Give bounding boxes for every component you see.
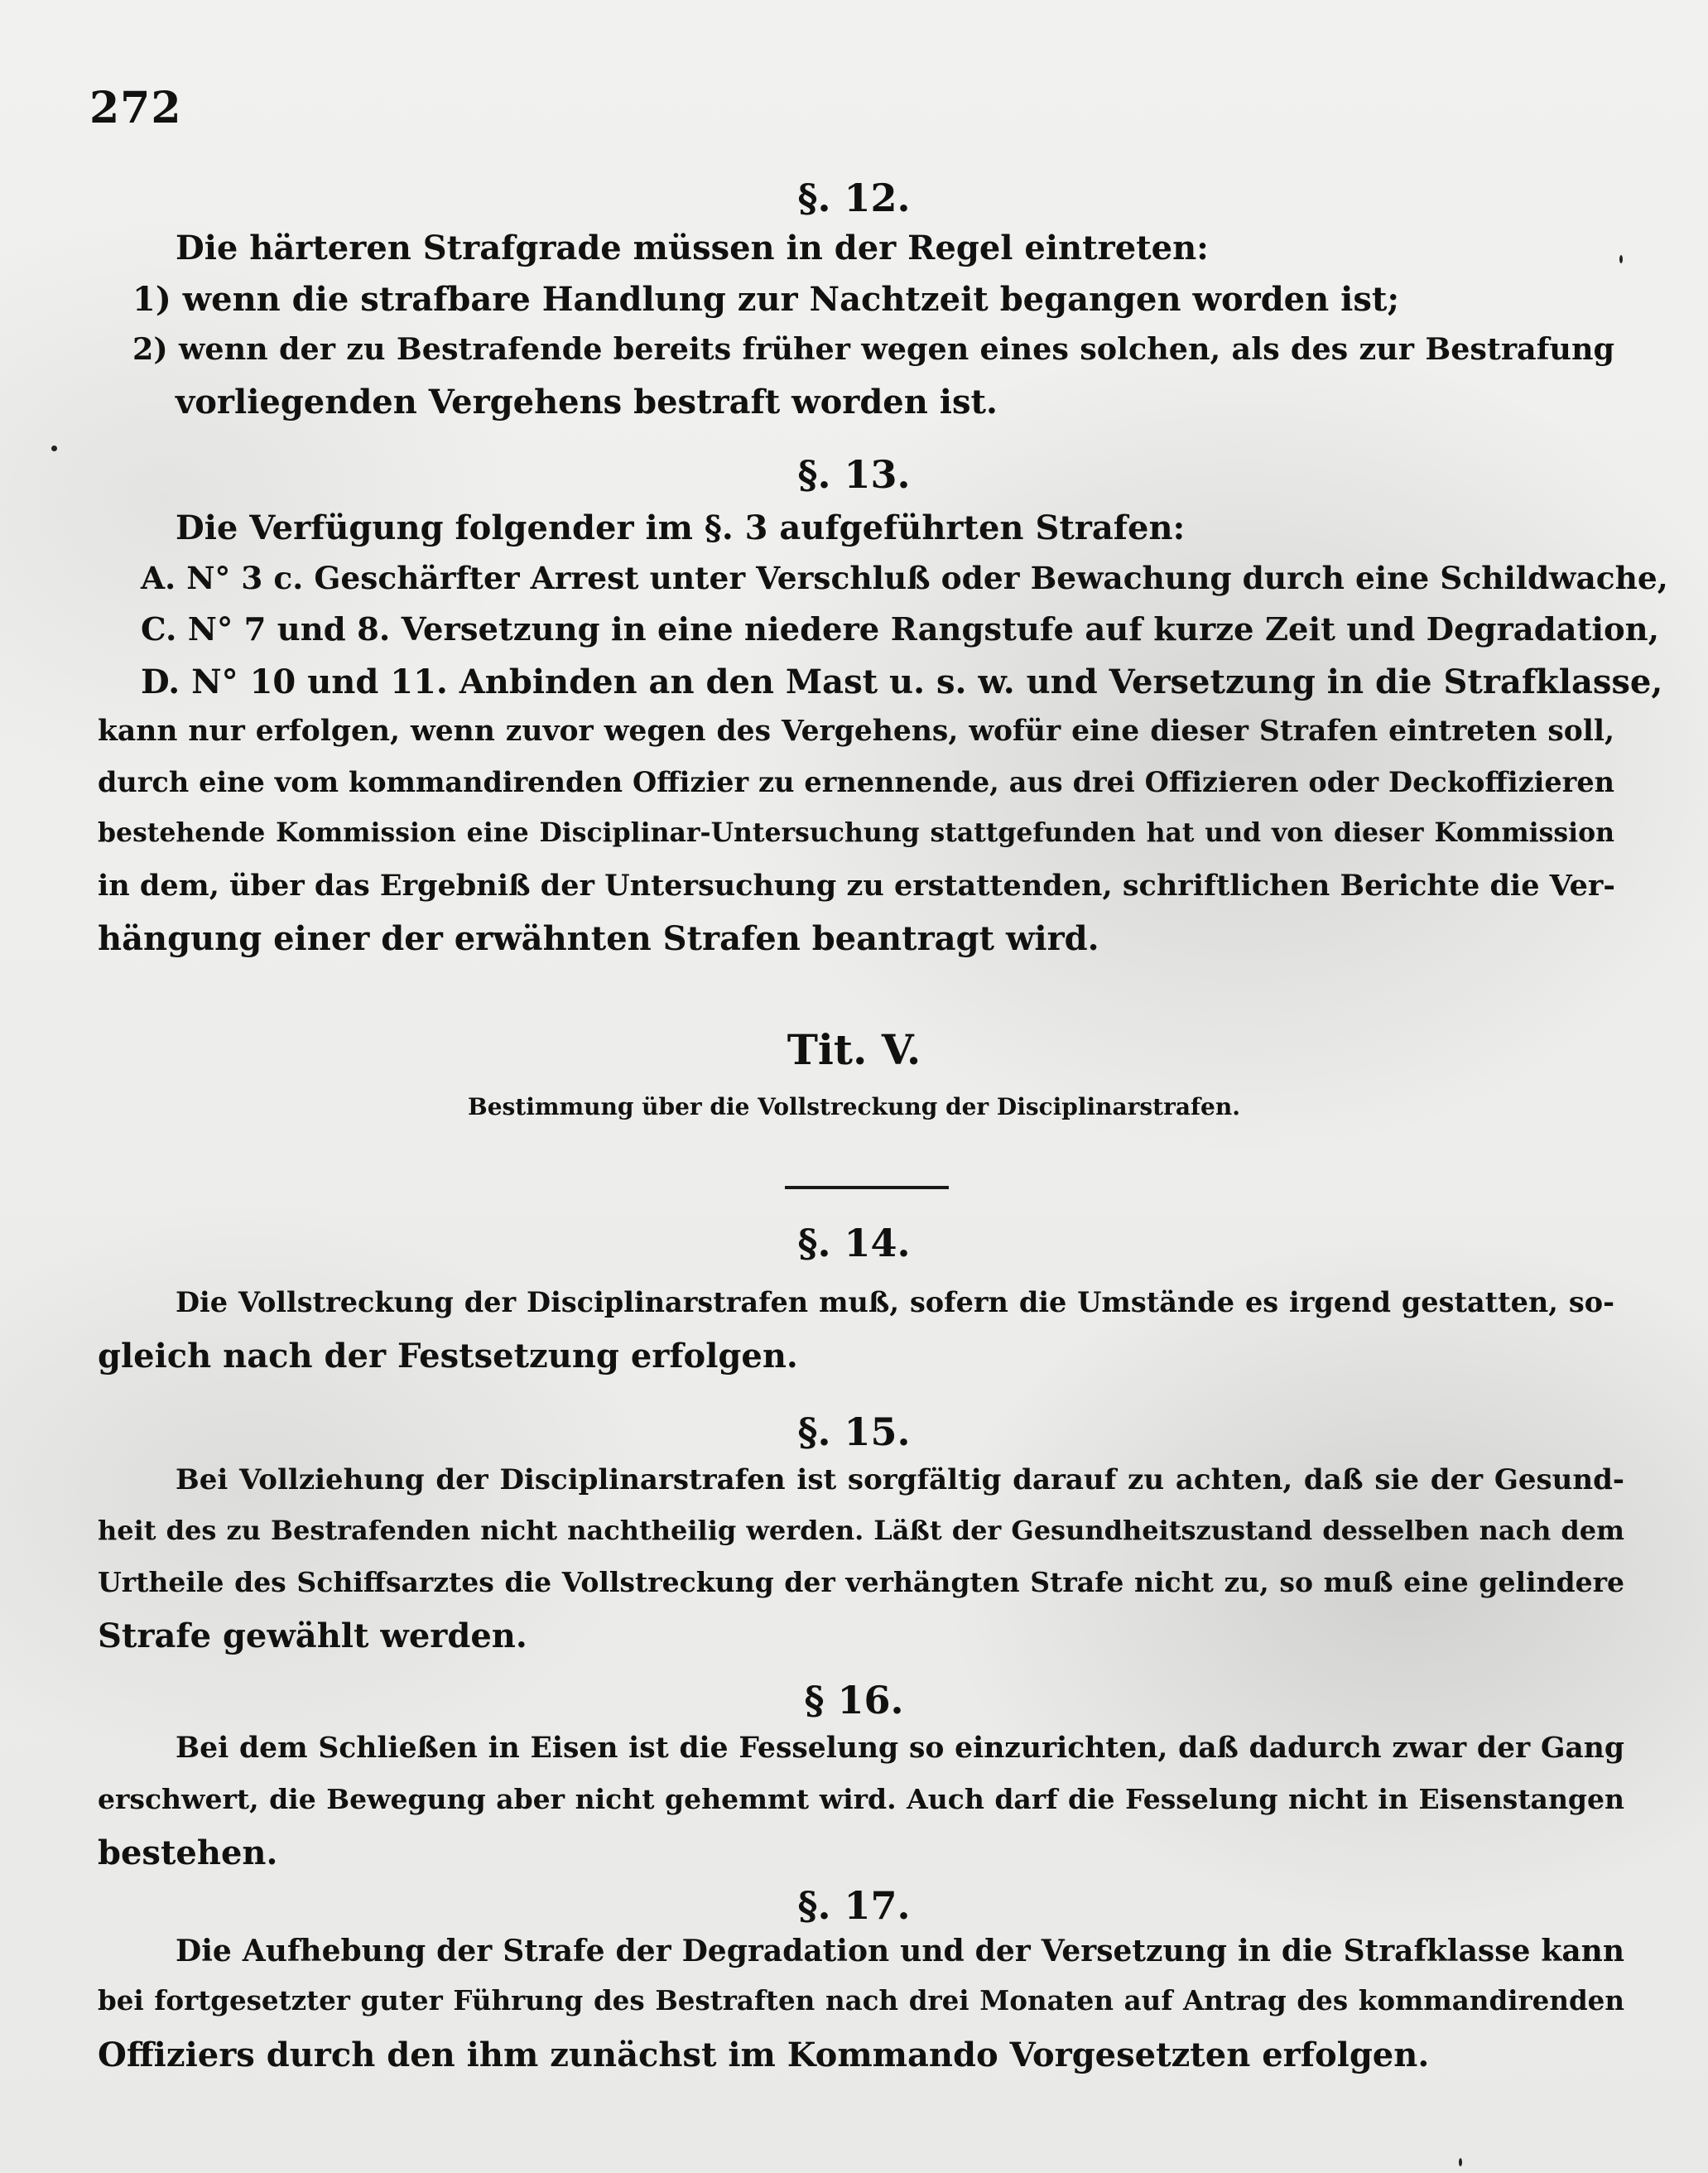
- section-13-line-6: durch eine vom kommandirenden Offizier zu ernennende, aus drei Offizieren oder Deckoffizieren: [98, 766, 1614, 798]
- scan-speck: [1459, 2158, 1462, 2166]
- title-heading: Bestimmung über die Vollstreckung der Disciplinarstrafen.: [468, 1093, 1240, 1120]
- section-13-line-9: hängung einer der erwähnten Strafen beantragt wird.: [98, 919, 1099, 958]
- section-12-heading: §. 12.: [797, 176, 911, 220]
- section-14-line-2: gleich nach der Festsetzung erfolgen.: [98, 1337, 798, 1376]
- section-13-line-4: D. N° 10 und 11. Anbinden an den Mast u. s. w. und Versetzung in die Strafklasse,: [141, 662, 1663, 701]
- section-13-heading: §. 13.: [797, 452, 911, 497]
- scan-speck: [1619, 255, 1623, 263]
- page-number: 272: [89, 83, 182, 133]
- section-16-heading: § 16.: [804, 1678, 904, 1722]
- section-16-line-1: Bei dem Schließen in Eisen ist die Fesselung so einzurichten, daß dadurch zwar der Gang: [176, 1732, 1624, 1765]
- section-15-line-2: heit des zu Bestrafenden nicht nachtheilig werden. Läßt der Gesundheitszustand desselben nach dem: [98, 1515, 1624, 1546]
- section-13-line-8: in dem, über das Ergebniß der Untersuchung zu erstattenden, schriftlichen Berichte die Ver-: [98, 869, 1615, 903]
- section-12-line-3: 2) wenn der zu Bestrafende bereits früher wegen eines solchen, als des zur Bestrafung: [132, 331, 1614, 367]
- section-15-heading: §. 15.: [797, 1409, 911, 1454]
- section-17-line-1: Die Aufhebung der Strafe der Degradation und der Versetzung in die Strafklasse kann: [176, 1934, 1624, 1968]
- section-15-line-3: Urtheile des Schiffsarztes die Vollstreckung der verhängten Strafe nicht zu, so muß eine gelindere: [98, 1566, 1624, 1598]
- section-14-line-1: Die Vollstreckung der Disciplinarstrafen muß, sofern die Umstände es irgend gestatten, so-: [176, 1286, 1614, 1318]
- section-12-line-1: Die härteren Strafgrade müssen in der Regel eintreten:: [176, 229, 1209, 267]
- section-13-line-2: A. N° 3 c. Geschärfter Arrest unter Verschluß oder Bewachung durch eine Schildwache,: [141, 560, 1668, 596]
- section-17-heading: §. 17.: [797, 1883, 911, 1928]
- section-14-heading: §. 14.: [797, 1221, 911, 1265]
- title-number: Tit. V.: [787, 1025, 921, 1074]
- section-17-line-3: Offiziers durch den ihm zunächst im Kommando Vorgesetzten erfolgen.: [98, 2036, 1430, 2074]
- scan-speck: [51, 446, 57, 451]
- section-13-line-1: Die Verfügung folgender im §. 3 aufgeführten Strafen:: [176, 508, 1186, 547]
- title-rule: [785, 1186, 949, 1189]
- section-12-line-4: vorliegenden Vergehens bestraft worden ist.: [176, 383, 998, 422]
- section-16-line-2: erschwert, die Bewegung aber nicht gehemmt wird. Auch darf die Fesselung nicht in Eisenstangen: [98, 1783, 1624, 1815]
- section-15-line-4: Strafe gewählt werden.: [98, 1616, 527, 1655]
- section-13-line-7: bestehende Kommission eine Disciplinar-Untersuchung stattgefunden hat und von dieser Kommission: [98, 817, 1614, 848]
- section-13-line-3: C. N° 7 und 8. Versetzung in eine niedere Rangstufe auf kurze Zeit und Degradation,: [141, 611, 1660, 648]
- section-15-line-1: Bei Vollziehung der Disciplinarstrafen ist sorgfältig darauf zu achten, daß sie der Gesund-: [176, 1463, 1624, 1496]
- section-16-line-3: bestehen.: [98, 1833, 278, 1872]
- section-13-line-5: kann nur erfolgen, wenn zuvor wegen des Vergehens, wofür eine dieser Strafen eintreten soll,: [98, 715, 1614, 748]
- section-12-line-2: 1) wenn die strafbare Handlung zur Nachtzeit begangen worden ist;: [132, 280, 1400, 319]
- section-17-line-2: bei fortgesetzter guter Führung des Bestraften nach drei Monaten auf Antrag des kommandirenden: [98, 1984, 1624, 2016]
